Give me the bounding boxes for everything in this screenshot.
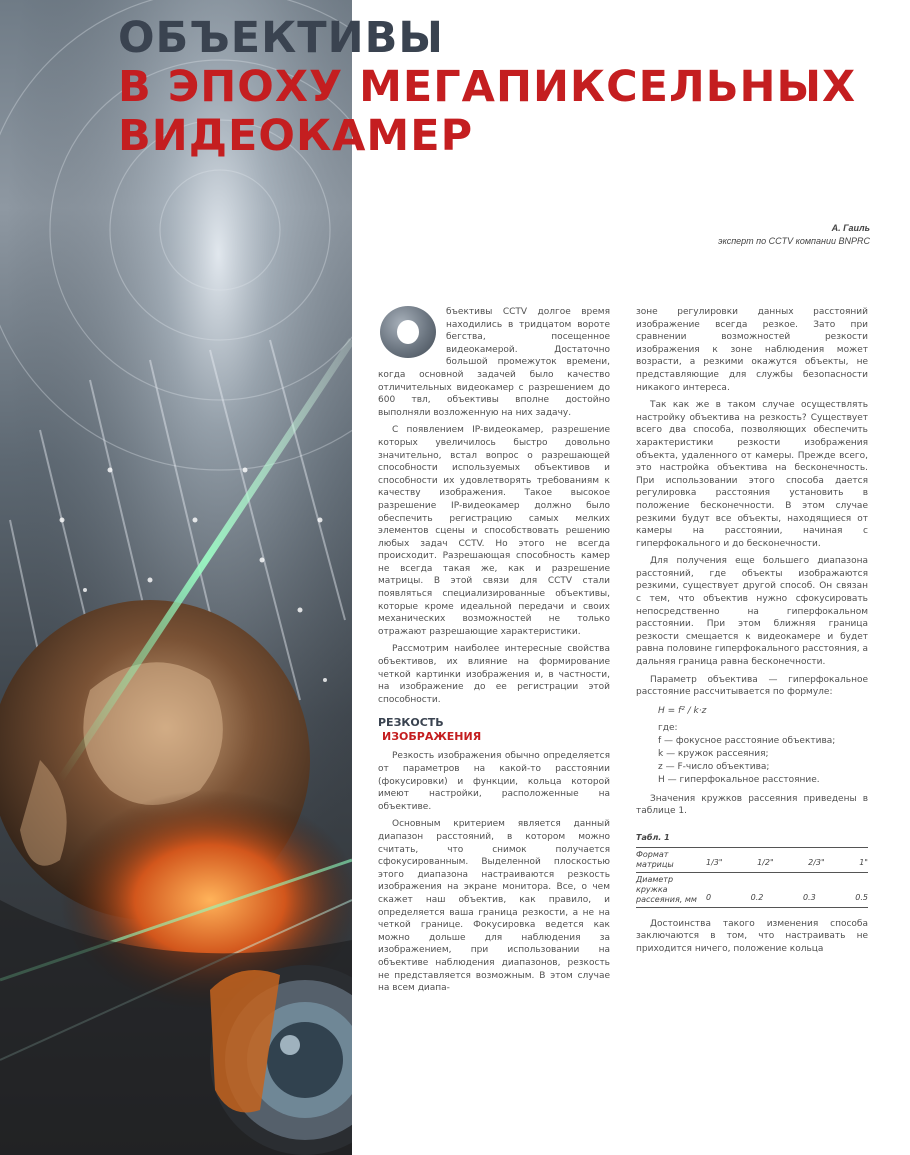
paragraph: зоне регулировки данных расстояний изображение всегда резкое. Зато при сравнении возможностей резкости изображения к зоне наблюдения может возрасти, а резкими окажутся объекты, не представляющие для службы безопасности никакого интереса.: [636, 307, 868, 393]
author-block: [718, 222, 870, 248]
definition-item: z — F-число объектива;: [658, 761, 770, 772]
table-cell: 0: [706, 893, 712, 902]
section-heading-line-1: РЕЗКОСТЬ: [378, 716, 444, 730]
section-heading-line-2: ИЗОБРАЖЕНИЯ: [382, 730, 482, 744]
paragraph: Значения кружков рассеяния приведены в таблице 1.: [636, 793, 868, 817]
definition-where: где:: [658, 722, 678, 733]
paragraph: бъективы CCTV долгое время находились в тридцатом вороте бегства, посещенное видеокамерой. Достаточно большой промежуток времени, когда основной задачей было качество отличительных видеокамер с разрешением до 600 твл, объективы вполне достойно выполняли возложенную на них задачу.: [378, 307, 610, 418]
table-cell: 0.2: [750, 893, 764, 902]
table-cell: 2/3": [808, 858, 825, 867]
text-column-1: [378, 306, 610, 1000]
article-title: [118, 14, 856, 161]
title-line-1: ОБЪЕКТИВЫ: [118, 13, 444, 63]
table-row-label: Диаметр кружка рассеяния, мм: [636, 874, 697, 904]
drop-cap-o-icon: [380, 306, 436, 358]
paragraph: Рассмотрим наиболее интересные свойства объективов, их влияние на формирование четкой картинки изображения и, в частности, на изображение до ее регистрации этой способности.: [378, 644, 610, 705]
paragraph: Параметр объектива — гиперфокальное расстояние рассчитывается по формуле:: [636, 674, 868, 698]
table-row: [636, 847, 868, 872]
table-caption: Табл. 1: [636, 833, 670, 842]
table-cell: 1/2": [757, 858, 774, 867]
author-role: эксперт по CCTV компании BNPRC: [718, 236, 870, 246]
table-cell: 0.3: [802, 893, 816, 902]
table-cell: 1/3": [706, 858, 723, 867]
title-line-2: В ЭПОХУ МЕГАПИКСЕЛЬНЫХ: [118, 62, 857, 112]
paragraph: Достоинства такого изменения способа заключаются в том, что настраивать не приходится ничего, положение кольца: [636, 918, 868, 954]
table-cells: [706, 850, 868, 870]
cover-illustration: [0, 0, 352, 1155]
paragraph: Резкость изображения обычно определяется от параметров на какой-то расстоянии (фокусировки) и функции, кольца которой имеют настройки, расположенные на объективе.: [378, 751, 610, 812]
paragraph: Так как же в таком случае осуществлять настройку объектива на резкость? Существует всего два способа, позволяющих обеспечить характеристики резкости изображения объекта, удаленного от камеры. Прежде всего, это настройка объектива на бесконечность. При использовании этого способа дается регулировка расстояния установить в положение бесконечности. В этом случае резкими будут все объекты, находящиеся от камеры на расстоянии, начиная с гиперфокального и до бесконечности.: [636, 400, 868, 549]
paragraph: С появлением IP-видеокамер, разрешение которых увеличилось быстро довольно значительно, встал вопрос о разрешающей способности используемых объективов и способности их удовлетворять требованиям к качеству изображения. Такое высокое разрешение IP-видеокамер должно было обеспечить регистрацию самых мелких элементов сцены и способствовать решению любых задач CCTV. Но этого не всегда происходит. Разрешающая способность камер не всегда такая же, как и разрешение матрицы. В этой связи для CCTV стали появляться специализированные объективы, которые кроме идеальной передачи и своих механических возможностей не только отражают разрешающие характеристики.: [378, 425, 610, 637]
definition-item: k — кружок рассеяния;: [658, 748, 769, 759]
table-row-label: Формат матрицы: [636, 849, 674, 869]
paragraph: Основным критерием является данный диапазон расстояний, в котором можно считать, что снимок получается сфокусированным. Выделенной плоскостью этого диапазона настраиваются резкость изображения на экране монитора. Все, о чем скажет наш объектив, как правило, и определяется ваша граница резкости, а не на четкой границе. Фокусировка ведется как можно дольше для наблюдения за изображением, при использовании на объективе наблюдения диапазонов, резкость не представляется возможным. В этом случае на всем диапа-: [378, 819, 610, 994]
table-cells: [706, 875, 868, 905]
formula-definitions: [658, 722, 868, 787]
text-column-2: [636, 306, 868, 960]
definition-item: H — гиперфокальное расстояние.: [658, 774, 820, 785]
author-name: А. Гаиль: [831, 223, 870, 233]
table-cell: 1": [859, 858, 868, 867]
paragraph: Для получения еще большего диапазона расстояний, где объекты изображаются резкими, существует другой способ. Он связан с тем, что объектив нужно сфокусировать непосредственно на гиперфокальном расстоянии. При этом ближняя граница резкости смещается к видеокамере и будет равна половине гиперфокального расстояния, а дальняя граница равна бесконечности.: [636, 556, 868, 668]
table-1: [636, 832, 868, 908]
title-line-3: ВИДЕОКАМЕР: [118, 111, 474, 161]
table-cell: 0.5: [855, 893, 868, 902]
definition-item: f — фокусное расстояние объектива;: [658, 735, 836, 746]
table-row: [636, 872, 868, 908]
formula: H = f² / k·z: [658, 705, 707, 716]
section-heading: [378, 716, 610, 744]
drop-cap: [378, 306, 440, 360]
illustration-graphic: [0, 0, 352, 1155]
